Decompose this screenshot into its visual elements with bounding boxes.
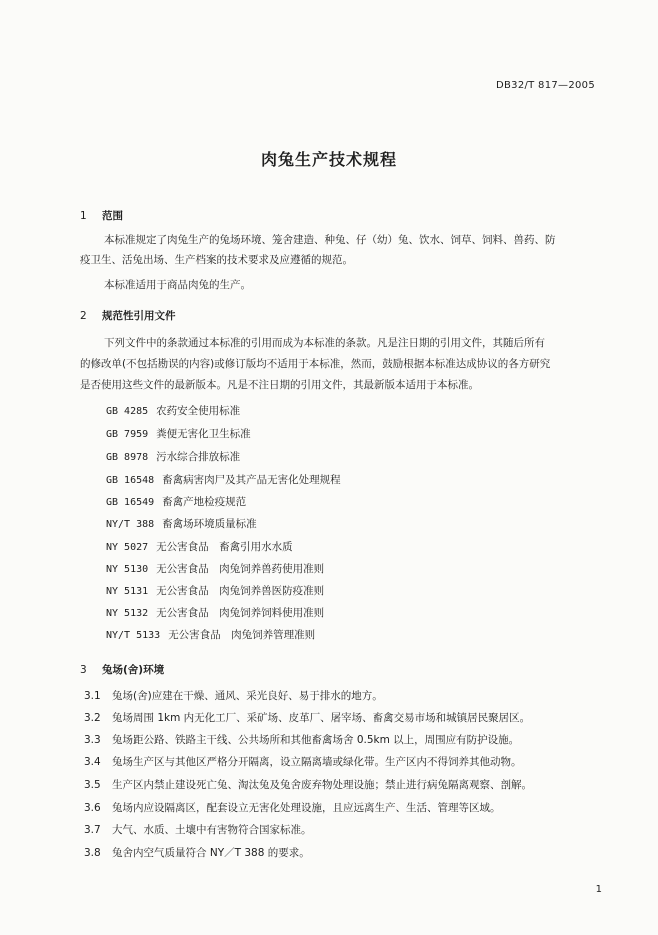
reference-code: NY 5132 — [106, 608, 149, 619]
clause-number: 3.8 — [84, 847, 101, 859]
reference-code: NY/T 5133 — [106, 630, 161, 641]
clause-number: 3.4 — [84, 756, 101, 768]
reference-code: NY 5130 — [106, 564, 149, 575]
clause-item — [84, 845, 310, 860]
reference-title: 无公害食品 肉兔饲养管理准则 — [168, 629, 316, 641]
reference-title: 畜禽病害肉尸及其产品无害化处理规程 — [162, 474, 341, 486]
reference-title: 畜禽产地检疫规范 — [162, 496, 247, 508]
clause-text: 兔场距公路、铁路主干线、公共场所和其他畜禽场舍 0.5km 以上，周围应有防护设施。 — [112, 734, 520, 746]
reference-title: 无公害食品 肉兔饲养饲料使用准则 — [156, 607, 325, 619]
reference-entry — [106, 627, 315, 642]
reference-code: NY 5131 — [106, 586, 149, 597]
section-1-heading — [80, 208, 123, 223]
clause-item — [84, 754, 522, 769]
reference-entry — [106, 472, 341, 487]
reference-entry — [106, 449, 240, 464]
section-number: 2 — [80, 310, 87, 322]
reference-entry — [106, 539, 293, 554]
section-number: 1 — [80, 210, 87, 222]
clause-number: 3.6 — [84, 802, 101, 814]
section-2-heading — [80, 308, 176, 323]
clause-item — [84, 800, 501, 815]
reference-title: 无公害食品 肉兔饲养兽医防疫准则 — [156, 585, 325, 597]
section-number: 3 — [80, 664, 87, 676]
reference-title: 畜禽场环境质量标准 — [162, 518, 257, 530]
reference-code: GB 4285 — [106, 406, 149, 417]
clause-text: 兔场(舍)应建在干燥、通风、采光良好、易于排水的地方。 — [112, 690, 383, 702]
clause-number: 3.5 — [84, 779, 101, 791]
section-3-heading — [80, 662, 164, 677]
reference-entry — [106, 561, 324, 576]
section-2-intro-line: 是否使用这些文件的最新版本。凡是不注日期的引用文件，其最新版本适用于本标准。 — [80, 379, 479, 391]
reference-code: GB 8978 — [106, 452, 149, 463]
reference-code: NY/T 388 — [106, 519, 155, 530]
reference-title: 污水综合排放标准 — [156, 451, 241, 463]
reference-code: GB 16549 — [106, 497, 155, 508]
standard-number: DB32/T 817—2005 — [496, 80, 595, 91]
clause-text: 兔场内应设隔离区，配套设立无害化处理设施，且应远离生产、生活、管理等区域。 — [112, 802, 501, 814]
clause-text: 兔场周围 1km 内无化工厂、采矿场、皮革厂、屠宰场、畜禽交易市场和城镇居民聚居区。 — [112, 712, 531, 724]
clause-number: 3.7 — [84, 824, 101, 836]
clause-text: 兔舍内空气质量符合 NY／T 388 的要求。 — [112, 847, 310, 859]
reference-entry — [106, 426, 251, 441]
section-title: 范围 — [102, 210, 123, 222]
reference-code: NY 5027 — [106, 542, 149, 553]
section-2-intro-line: 下列文件中的条款通过本标准的引用而成为本标准的条款。凡是注日期的引用文件，其随后所有 — [104, 337, 545, 349]
reference-code: GB 16548 — [106, 475, 155, 486]
clause-item — [84, 732, 519, 747]
page-number: 1 — [595, 884, 602, 895]
clause-number: 3.2 — [84, 712, 101, 724]
reference-entry — [106, 494, 246, 509]
section-2-intro-line: 的修改单(不包括勘误的内容)或修订版均不适用于本标准，然而，鼓励根据本标准达成协议的各方研究 — [80, 358, 551, 370]
clause-number: 3.3 — [84, 734, 101, 746]
reference-entry — [106, 403, 240, 418]
clause-item — [84, 710, 530, 725]
section-title: 规范性引用文件 — [102, 310, 176, 322]
reference-title: 无公害食品 畜禽引用水水质 — [156, 541, 293, 553]
reference-code: GB 7959 — [106, 429, 149, 440]
reference-entry — [106, 516, 257, 531]
reference-entry — [106, 605, 324, 620]
reference-title: 农药安全使用标准 — [156, 405, 241, 417]
document-title: 肉兔生产技术规程 — [260, 150, 397, 169]
clause-item — [84, 822, 312, 837]
clause-item — [84, 688, 383, 703]
reference-entry — [106, 583, 324, 598]
reference-title: 粪便无害化卫生标准 — [156, 428, 251, 440]
section-title: 兔场(舍)环境 — [102, 664, 165, 676]
reference-title: 无公害食品 肉兔饲养兽药使用准则 — [156, 563, 325, 575]
section-1-paragraph-line: 本标准规定了肉兔生产的兔场环境、笼舍建造、种兔、仔（幼）兔、饮水、饲草、饲料、兽药、防 — [104, 234, 556, 246]
section-1-scope-paragraph: 本标准适用于商品肉兔的生产。 — [104, 279, 251, 291]
clause-item — [84, 777, 532, 792]
clause-number: 3.1 — [84, 690, 101, 702]
clause-text: 兔场生产区与其他区严格分开隔离，设立隔离墙或绿化带。生产区内不得饲养其他动物。 — [112, 756, 522, 768]
section-1-paragraph-line: 疫卫生、活兔出场、生产档案的技术要求及应遵循的规范。 — [80, 254, 353, 266]
clause-text: 大气、水质、土壤中有害物符合国家标准。 — [112, 824, 312, 836]
clause-text: 生产区内禁止建设死亡兔、淘汰兔及兔舍废弃物处理设施；禁止进行病兔隔离观察、剖解。 — [112, 779, 532, 791]
